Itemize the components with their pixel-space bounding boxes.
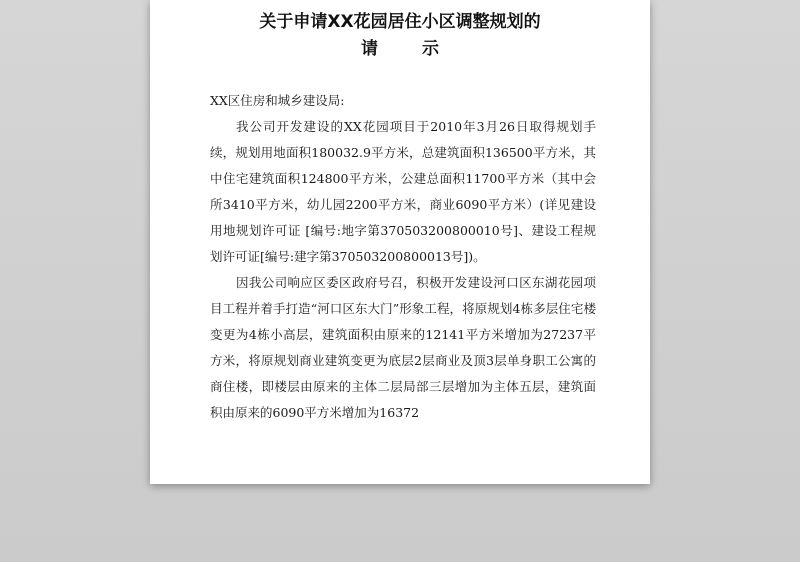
body-paragraph-1: 我公司开发建设的XX花园项目于2010年3月26日取得规划手续，规划用地面积180032.9平方米，总建筑面积136500平方米，其中住宅建筑面积124800平方米，公建总面积11700平方米（其中会所3410平方米，幼儿园2200平方米，商业6090平方米）(详见建设用地规划许可证 [编号:地字第370503200800010号]、建设工程规划许可证[编号:建字第370503200800013号])。 [210, 119, 596, 264]
body-paragraph-2: 因我公司响应区委区政府号召，积极开发建设河口区东湖花园项目工程并着手打造“河口区东大门”形象工程，将原规划4栋多层住宅楼变更为4栋小高层，建筑面积由原来的12141平方米增加为27237平方米，将原规划商业建筑变更为底层2层商业及顶3层单身职工公寓的商住楼，即楼层由原来的主体二层局部三层增加为主体五层，建筑面积由原来的6090平方米增加为16372 [210, 275, 596, 420]
document-page [150, 0, 650, 484]
document-title: 关于申请XX花园居住小区调整规划的 [259, 12, 541, 32]
document-subtitle: 请示 [361, 39, 483, 59]
salutation: XX区住房和城乡建设局: [210, 93, 345, 108]
